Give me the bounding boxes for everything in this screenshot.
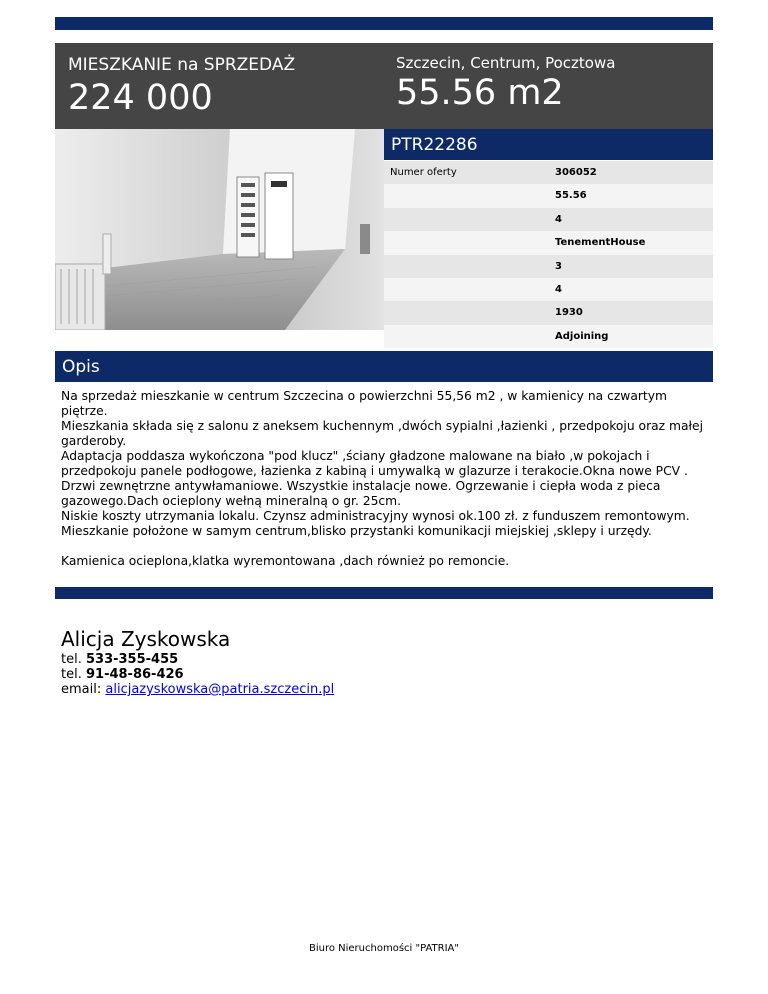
- agent-name: Alicja Zyskowska: [61, 627, 231, 651]
- description-line: Adaptacja poddasza wykończona "pod klucz" ,ściany gładzone malowane na biało ,w pokojach i przedpokoju panele podłogowe, łazienka z kabiną i umywalką w glazurze i terakocie.Okna nowe PCV . Drzwi zewnętrzne antywłamaniowe. Wszystkie instalacje nowe. Ogrzewanie i ciepła woda z pieca gazowego.Dach ocieplony wełną mineralną o gr. 25cm.: [61, 449, 688, 508]
- attribute-value: 3: [555, 260, 562, 272]
- description-line: Mieszkanie położone w samym centrum,blisko przystanki komunikacji miejskiej ,sklepy i urzędy.: [61, 524, 652, 538]
- attribute-label: Numer oferty: [390, 167, 457, 178]
- description-header: [55, 351, 713, 382]
- attribute-value: 4: [555, 213, 562, 225]
- description-line: Mieszkania składa się z salonu z aneksem kuchennym ,dwóch sypialni ,łazienki , przedpokoju oraz małej garderoby.: [61, 419, 704, 448]
- top-accent-bar: [55, 17, 713, 30]
- footer-company: Biuro Nieruchomości "PATRIA": [308, 943, 459, 954]
- agent-phone-2: [61, 667, 701, 682]
- offer-type: MIESZKANIE na SPRZEDAŻ: [68, 55, 296, 75]
- attribute-value: 4: [555, 283, 562, 295]
- attribute-row: [384, 301, 713, 324]
- divider-bar: [55, 587, 713, 599]
- attribute-row: [384, 255, 713, 278]
- phone-prefix: tel.: [61, 667, 82, 682]
- attribute-row: [384, 184, 713, 207]
- price: 224 000: [68, 78, 213, 118]
- phone-number: 91-48-86-426: [85, 667, 184, 682]
- agent-email: [61, 682, 701, 697]
- attribute-row: [384, 278, 713, 301]
- email-prefix: email:: [61, 682, 102, 697]
- email-link[interactable]: alicjazyskowska@patria.szczecin.pl: [105, 682, 335, 697]
- attribute-value: TenementHouse: [555, 237, 646, 249]
- attribute-row: [384, 208, 713, 231]
- description-extra: Kamienica ocieplona,klatka wyremontowana ,dach również po remoncie.: [61, 554, 510, 568]
- reference-header: [384, 129, 713, 160]
- attribute-value: 55.56: [555, 190, 587, 202]
- attribute-value: Adjoining: [555, 330, 609, 342]
- attributes-table: [384, 161, 713, 348]
- description-title: Opis: [62, 357, 100, 377]
- property-photo: [55, 129, 384, 330]
- agent-phone-1: [61, 652, 701, 667]
- listing-header: [55, 43, 713, 129]
- area: 55.56 m2: [396, 73, 564, 113]
- reference-number: PTR22286: [391, 135, 478, 155]
- agent-contact: [61, 626, 701, 697]
- attribute-value: 1930: [555, 307, 583, 319]
- location: Szczecin, Centrum, Pocztowa: [396, 54, 616, 72]
- phone-number: 533-355-455: [85, 652, 179, 667]
- attribute-value: 306052: [555, 167, 597, 178]
- attribute-row: [384, 161, 713, 184]
- attribute-row: [384, 231, 713, 254]
- description-body: [61, 389, 707, 569]
- description-line: Niskie koszty utrzymania lokalu. Czynsz administracyjny wynosi ok.100 zł. z funduszem remontowym.: [61, 509, 690, 523]
- phone-prefix: tel.: [61, 652, 82, 667]
- description-line: Na sprzedaż mieszkanie w centrum Szczecina o powierzchni 55,56 m2 , w kamienicy na czwartym piętrze.: [61, 389, 668, 418]
- attribute-row: [384, 325, 713, 348]
